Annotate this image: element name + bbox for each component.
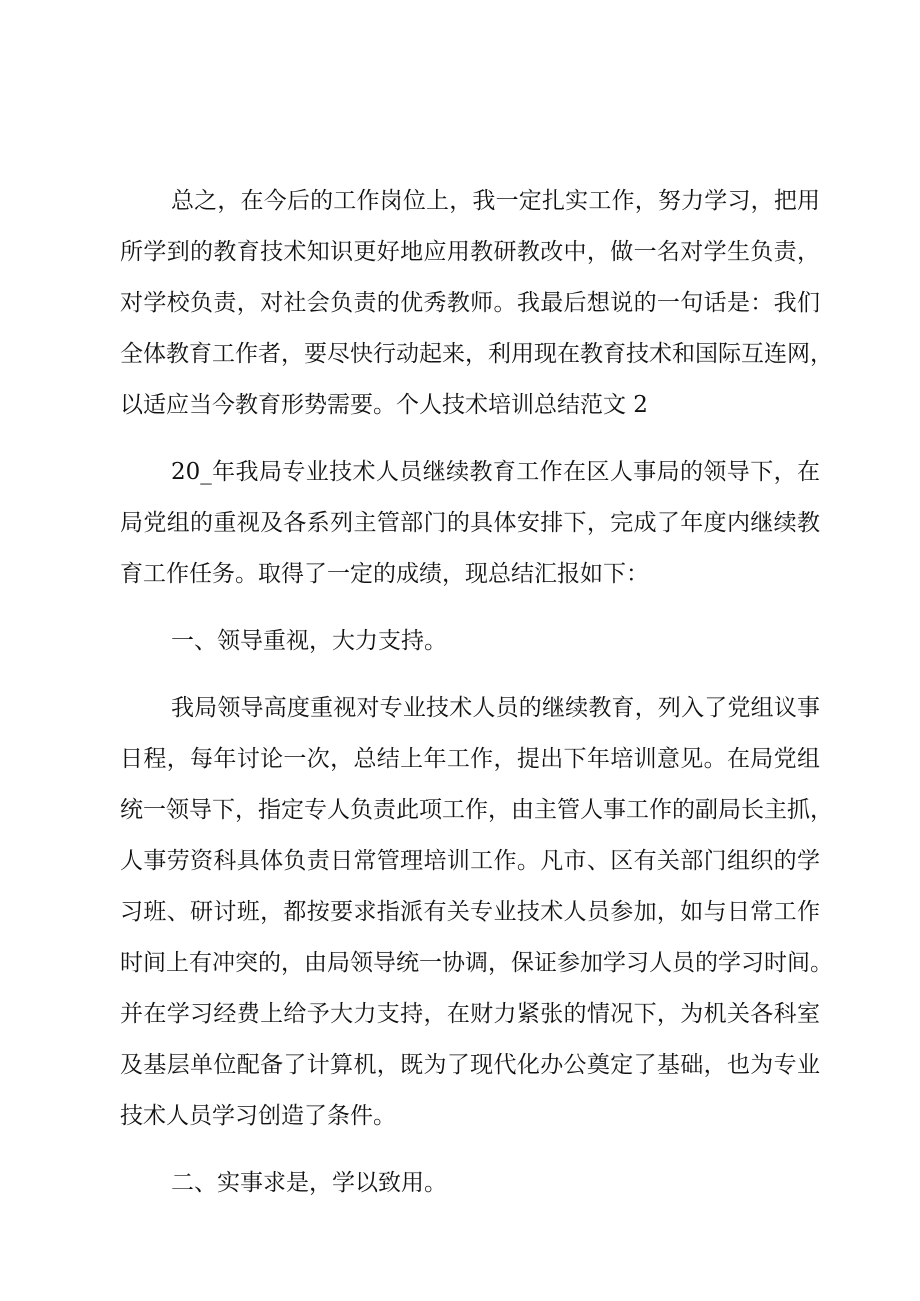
paragraph-spacer — [120, 600, 820, 616]
paragraph-spacer — [120, 431, 820, 447]
paragraph-3-line-5: 习班、研讨班，都按要求指派有关专业技术人员参加，如与日常工作 — [120, 899, 820, 925]
document-body — [120, 176, 833, 1209]
paragraph-spacer — [120, 667, 820, 683]
paragraph-3-line-6: 时间上有冲突的，由局领导统一协调，保证参加学习人员的学习时间。 — [120, 950, 833, 976]
paragraph-2-line-3: 育工作任务。取得了一定的成绩，现总结汇报如下： — [120, 561, 649, 587]
paragraph-3-line-9: 技术人员学习创造了条件。 — [120, 1103, 396, 1129]
section-heading-2: 二、实事求是，学以致用。 — [171, 1170, 447, 1196]
paragraph-1-line-1: 总之，在今后的工作岗位上，我一定扎实工作，努力学习，把用 — [171, 188, 820, 214]
paragraph-3-line-7: 并在学习经费上给予大力支持，在财力紧张的情况下，为机关各科室 — [120, 1001, 820, 1027]
paragraph-1-line-3: 对学校负责，对社会负责的优秀教师。我最后想说的一句话是：我们 — [120, 290, 820, 316]
paragraph-spacer — [120, 1142, 820, 1158]
paragraph-3-line-3: 统一领导下，指定专人负责此项工作，由主管人事工作的副局长主抓， — [120, 797, 833, 823]
paragraph-2-line-2: 局党组的重视及各系列主管部门的具体安排下，完成了年度内继续教 — [120, 510, 820, 536]
paragraph-3-line-4: 人事劳资科具体负责日常管理培训工作。凡市、区有关部门组织的学 — [120, 848, 820, 874]
section-heading-1: 一、领导重视，大力支持。 — [171, 628, 447, 654]
paragraph-3-line-8: 及基层单位配备了计算机，既为了现代化办公奠定了基础，也为专业 — [120, 1052, 820, 1078]
paragraph-1-line-5: 以适应当今教育形势需要。个人技术培训总结范文 2 — [120, 392, 648, 418]
paragraph-1-line-4: 全体教育工作者，要尽快行动起来，利用现在教育技术和国际互连网， — [120, 341, 833, 367]
paragraph-3-line-1: 我局领导高度重视对专业技术人员的继续教育，列入了党组议事 — [171, 695, 820, 721]
paragraph-1-line-2: 所学到的教育技术知识更好地应用教研教改中，做一名对学生负责， — [120, 239, 820, 265]
paragraph-2-line-1: 20_年我局专业技术人员继续教育工作在区人事局的领导下，在 — [171, 459, 820, 485]
paragraph-3-line-2: 日程，每年讨论一次，总结上年工作，提出下年培训意见。在局党组 — [120, 746, 820, 772]
